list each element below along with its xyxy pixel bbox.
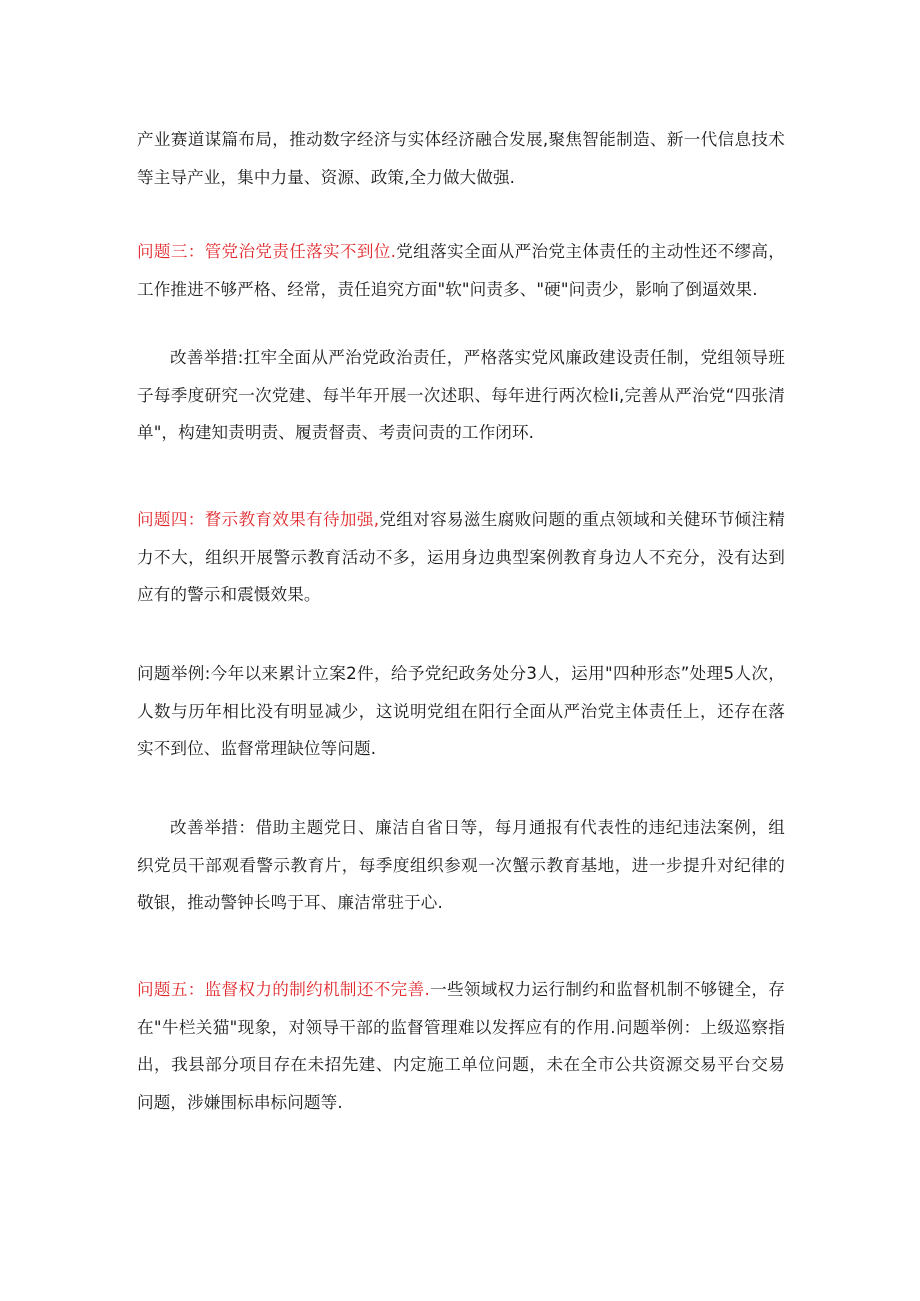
issue-heading: 问题四：瞀示教育效果有待加强,: [137, 510, 380, 529]
paragraph-text: 问题举例:今年以来累计立案2件，给予党纪政务处分3人，运用"四种形态”处理5人次，人数与历年相比没有明显减少，这说明党组在阳行全面从严治党主体责任上，还存在落实不到位、监督常理缺位等问题.: [137, 664, 785, 758]
paragraph-improvement-measures-2: [137, 809, 785, 922]
paragraph-text: 改善举措：借助主题党日、廉洁自省日等，每月通报有代表性的违纪违法案例，组织党员干部观看警示教育片，每季度组织参观一次蟹示教育基地，进一步提升对纪律的敬银，推动警钟长鸣于耳、廉洁常驻于心.: [137, 818, 785, 912]
paragraph-issue-three: [137, 233, 785, 308]
issue-heading: 问题五：监督权力的制约机制还不完善.: [137, 980, 430, 999]
paragraph-issue-example: [137, 655, 785, 768]
paragraph-issue-four: [137, 501, 785, 614]
paragraph-text: 党组落实全面从严治党主体责任的主动性还不缪高，工作推进不够严格、经常，责任追究方面"软"问责多、"硬"问责少，影响了倒逼效果.: [137, 242, 785, 299]
paragraph-issue-five: [137, 971, 785, 1121]
paragraph-text: 党组对容易滋生腐败问题的重点领域和关健环节倾注精力不大，组织开展警示教育活动不多，运用身边典型案例教育身边人不充分，没有达到应有的警示和震慑效果。: [137, 510, 785, 604]
paragraph-text: 改善举措:扛牢全面从严治党政治责任，严格落实党风廉政建设责任制，党组领导班子每季度研究一次党建、每半年开展一次述职、每年进行两次检Ii,完善从严治党“四张清单"，构建知责明责、履责督责、考责问责的工作闭环.: [137, 348, 785, 442]
paragraph-text: 产业赛道谋篇布局，推动数字经济与实体经济融合发展,聚焦智能制造、新一代信息技术等主导产业，集中力量、资源、政策,全力做大做强.: [137, 130, 785, 187]
paragraph-industry-layout: [137, 121, 785, 196]
paragraph-text: 一些领域权力运行制约和监督机制不够键全，存在"牛栏关猫"现象，对领导干部的监督管理难以发挥应有的作用.问题举例：上级巡察指出，我县部分项目存在未招先建、内定施工单位问题，未在全市公共资源交易平台交易问题，涉嫌围标串标问题等.: [137, 980, 785, 1112]
issue-heading: 问题三：管党治党责任落实不到位.: [137, 242, 397, 261]
paragraph-improvement-measures-1: [137, 339, 785, 452]
